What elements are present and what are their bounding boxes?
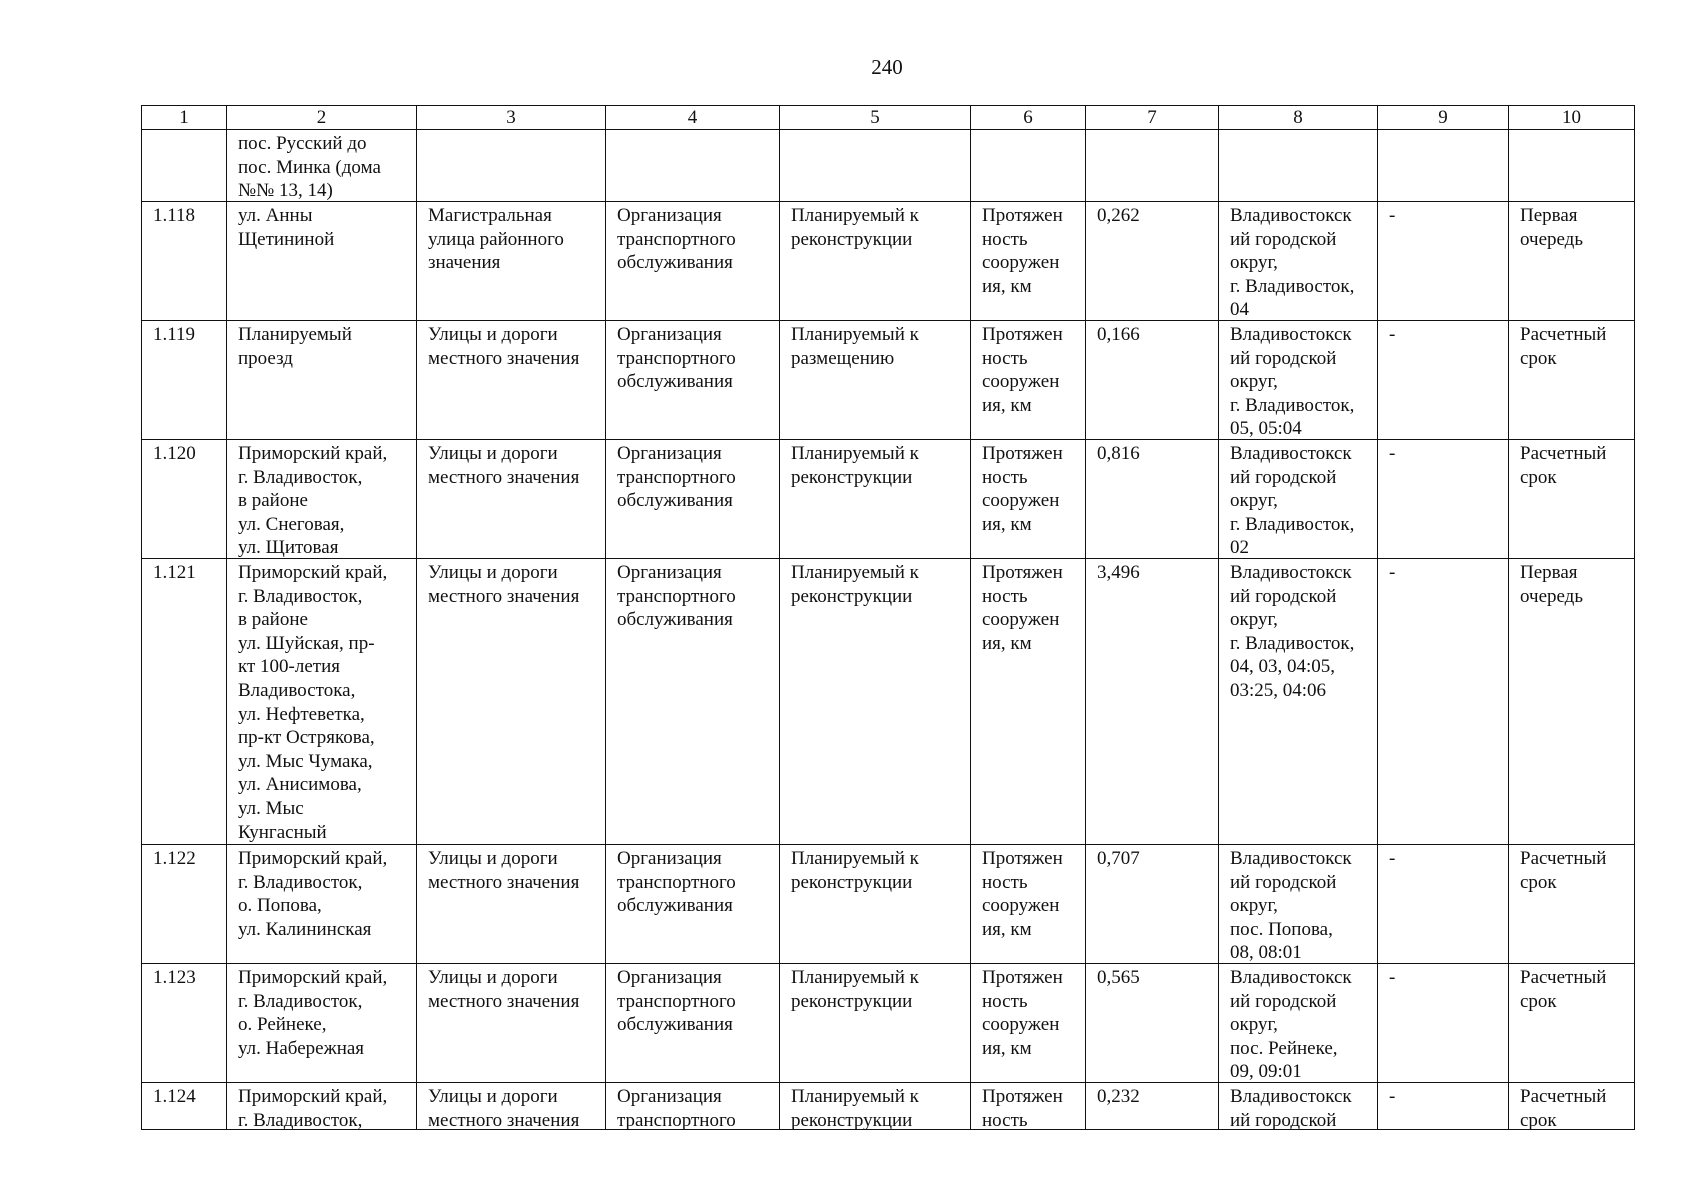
cell-text: Владивостокск ий городской округ, г. Владивосток, 04 <box>1230 205 1355 320</box>
table-cell-col-7 <box>1086 964 1219 1083</box>
table-cell-col-9 <box>1378 964 1509 1083</box>
table-cell-col-1 <box>142 440 227 559</box>
table-cell-col-5 <box>780 1083 971 1130</box>
table-cell-col-5 <box>780 964 971 1083</box>
table-cell-col-4 <box>606 964 780 1083</box>
cell-text: 3,496 <box>1097 562 1140 583</box>
table-row <box>142 440 1635 559</box>
cell-text: Протяжен ность сооружен ия, км <box>982 324 1063 416</box>
cell-text: 1.124 <box>153 1086 196 1107</box>
cell-text: 0,816 <box>1097 443 1140 464</box>
table-row <box>142 559 1635 845</box>
cell-text: Улицы и дороги местного значения <box>428 848 580 893</box>
cell-text: Расчетный срок <box>1520 848 1607 893</box>
table-cell-col-1 <box>142 964 227 1083</box>
cell-text: Улицы и дороги местного значения <box>428 1086 580 1129</box>
cell-text: 1.119 <box>153 324 196 345</box>
header-label: 10 <box>1562 107 1581 128</box>
cell-text: - <box>1389 967 1396 988</box>
cell-text: ул. Анны Щетининой <box>238 205 335 250</box>
table-cell-col-2 <box>227 559 417 845</box>
table-cell-col-6 <box>971 321 1086 440</box>
table-cell-col-6 <box>971 1083 1086 1130</box>
cell-text: Организация транспортного обслуживания <box>617 562 736 631</box>
header-label: 8 <box>1293 107 1303 128</box>
header-cell-col-3 <box>417 106 606 130</box>
cell-text: Организация транспортного обслуживания <box>617 443 736 512</box>
cell-text: Приморский край, г. Владивосток, о. Рейнеке, ул. Набережная <box>238 967 388 1059</box>
table-cell-col-4 <box>606 440 780 559</box>
table-cell-col-1 <box>142 845 227 964</box>
cell-text <box>606 130 779 201</box>
cell-text: Расчетный срок <box>1520 443 1607 488</box>
header-label: 6 <box>1023 107 1033 128</box>
table-row <box>142 202 1635 321</box>
cell-text: - <box>1389 443 1396 464</box>
cell-text: пос. Русский до пос. Минка (дома №№ 13, 14) <box>238 133 381 201</box>
table-cell-col-10 <box>1509 1083 1635 1130</box>
cell-text: 1.120 <box>153 443 196 464</box>
cell-text <box>142 130 226 201</box>
table-cell-col-7 <box>1086 130 1219 202</box>
table-cell-col-9 <box>1378 559 1509 845</box>
table-row <box>142 130 1635 202</box>
table-cell-col-5 <box>780 559 971 845</box>
cell-text: - <box>1389 324 1396 345</box>
cell-text: 0,262 <box>1097 205 1140 226</box>
table-cell-col-2 <box>227 202 417 321</box>
cell-text: Первая очередь <box>1520 562 1584 607</box>
table-cell-col-5 <box>780 440 971 559</box>
cell-text: 0,707 <box>1097 848 1140 869</box>
cell-text: Приморский край, г. Владивосток, в районе ул. Снеговая, ул. Щитовая <box>238 443 388 558</box>
cell-text: Протяжен ность сооружен ия, км <box>982 967 1063 1059</box>
table-cell-col-2 <box>227 321 417 440</box>
header-cell-col-4 <box>606 106 780 130</box>
header-label: 3 <box>506 107 516 128</box>
page-number: 240 <box>871 55 903 79</box>
cell-text: - <box>1389 562 1396 583</box>
cell-text: 1.118 <box>153 205 196 226</box>
table-row <box>142 964 1635 1083</box>
table-cell-col-8 <box>1219 559 1378 845</box>
cell-text: Владивостокск ий городской округ, г. Владивосток, 05, 05:04 <box>1230 324 1355 439</box>
header-cell-col-2 <box>227 106 417 130</box>
cell-text: 1.121 <box>153 562 196 583</box>
table-cell-col-2 <box>227 845 417 964</box>
table-cell-col-4 <box>606 321 780 440</box>
table-cell-col-7 <box>1086 440 1219 559</box>
data-table <box>141 105 1635 1130</box>
table-cell-col-6 <box>971 130 1086 202</box>
header-label: 1 <box>179 107 189 128</box>
table-cell-col-1 <box>142 321 227 440</box>
table-cell-col-8 <box>1219 964 1378 1083</box>
table-cell-col-3 <box>417 130 606 202</box>
table-cell-col-8 <box>1219 845 1378 964</box>
cell-text: Улицы и дороги местного значения <box>428 967 580 1012</box>
table-cell-col-9 <box>1378 845 1509 964</box>
table-cell-col-7 <box>1086 202 1219 321</box>
table-cell-col-3 <box>417 845 606 964</box>
cell-text: Планируемый к реконструкции <box>791 967 919 1012</box>
table-cell-col-10 <box>1509 559 1635 845</box>
header-cell-col-9 <box>1378 106 1509 130</box>
table-cell-col-7 <box>1086 559 1219 845</box>
cell-text: Организация транспортного обслуживания <box>617 324 736 393</box>
header-row <box>142 106 1635 130</box>
cell-text: Протяжен ность <box>982 1086 1063 1129</box>
table-cell-col-10 <box>1509 321 1635 440</box>
table-cell-col-5 <box>780 845 971 964</box>
cell-text: Протяжен ность сооружен ия, км <box>982 562 1063 654</box>
cell-text <box>780 130 970 201</box>
cell-text: Улицы и дороги местного значения <box>428 324 580 369</box>
cell-text: Владивостокск ий городской округ, пос. Рейнеке, 09, 09:01 <box>1230 967 1352 1082</box>
cell-text: Протяжен ность сооружен ия, км <box>982 443 1063 535</box>
table-cell-col-8 <box>1219 440 1378 559</box>
table-cell-col-2 <box>227 440 417 559</box>
cell-text: Протяжен ность сооружен ия, км <box>982 205 1063 297</box>
table-cell-col-4 <box>606 130 780 202</box>
table-cell-col-9 <box>1378 202 1509 321</box>
cell-text: Владивостокск ий городской округ, г. Владивосток, 02 <box>1230 443 1355 558</box>
cell-text: Первая очередь <box>1520 205 1584 250</box>
table-cell-col-10 <box>1509 440 1635 559</box>
table-row <box>142 321 1635 440</box>
cell-text: Приморский край, г. Владивосток, о. Попова, ул. Калининская <box>238 848 388 940</box>
table-cell-col-7 <box>1086 1083 1219 1130</box>
table-cell-col-4 <box>606 202 780 321</box>
header-cell-col-7 <box>1086 106 1219 130</box>
table-cell-col-3 <box>417 964 606 1083</box>
header-label: 2 <box>316 107 327 128</box>
table-cell-col-8 <box>1219 1083 1378 1130</box>
table-cell-col-1 <box>142 1083 227 1130</box>
table-cell-col-5 <box>780 321 971 440</box>
cell-text <box>1219 130 1377 201</box>
cell-text: Организация транспортного <box>617 1086 736 1129</box>
header-cell-col-8 <box>1219 106 1378 130</box>
cell-text: Владивостокск ий городской округ, пос. Попова, 08, 08:01 <box>1230 848 1352 963</box>
table-cell-col-7 <box>1086 845 1219 964</box>
table-cell-col-6 <box>971 440 1086 559</box>
table-cell-col-2 <box>227 964 417 1083</box>
table-cell-col-3 <box>417 559 606 845</box>
cell-text: 0,565 <box>1097 967 1140 988</box>
cell-text: Протяжен ность сооружен ия, км <box>982 848 1063 940</box>
table-cell-col-6 <box>971 202 1086 321</box>
table-cell-col-8 <box>1219 321 1378 440</box>
cell-text: Приморский край, г. Владивосток, <box>238 1086 388 1129</box>
cell-text: Планируемый к реконструкции <box>791 562 919 607</box>
cell-text: Улицы и дороги местного значения <box>428 443 580 488</box>
table-cell-col-5 <box>780 202 971 321</box>
table-cell-col-1 <box>142 202 227 321</box>
table-cell-col-3 <box>417 321 606 440</box>
header-label: 4 <box>687 107 698 128</box>
cell-text: Улицы и дороги местного значения <box>428 562 580 607</box>
table-cell-col-1 <box>142 559 227 845</box>
cell-text: 0,166 <box>1097 324 1140 345</box>
header-label: 7 <box>1147 107 1157 128</box>
cell-text: - <box>1389 848 1396 869</box>
cell-text: Расчетный срок <box>1520 324 1607 369</box>
cell-text: Расчетный срок <box>1520 1086 1607 1129</box>
table-cell-col-6 <box>971 559 1086 845</box>
table-cell-col-6 <box>971 845 1086 964</box>
table-cell-col-6 <box>971 964 1086 1083</box>
table-cell-col-9 <box>1378 440 1509 559</box>
table-cell-col-9 <box>1378 130 1509 202</box>
cell-text: Владивостокск ий городской округ, г. Владивосток, 04, 03, 04:05, 03:25, 04:06 <box>1230 562 1355 701</box>
cell-text: Владивостокск ий городской <box>1230 1086 1352 1129</box>
table-cell-col-10 <box>1509 845 1635 964</box>
cell-text: Планируемый к размещению <box>791 324 919 369</box>
table-cell-col-4 <box>606 845 780 964</box>
cell-text: - <box>1389 1086 1396 1107</box>
cell-text <box>1086 130 1218 201</box>
table-cell-col-10 <box>1509 130 1635 202</box>
cell-text: Планируемый проезд <box>238 324 352 369</box>
cell-text: Организация транспортного обслуживания <box>617 848 736 917</box>
cell-text: Планируемый к реконструкции <box>791 848 919 893</box>
table-cell-col-3 <box>417 440 606 559</box>
header-label: 9 <box>1438 107 1448 128</box>
header-cell-col-1 <box>142 106 227 130</box>
cell-text: - <box>1389 205 1396 226</box>
table-cell-col-8 <box>1219 202 1378 321</box>
table-cell-col-5 <box>780 130 971 202</box>
table-cell-col-9 <box>1378 321 1509 440</box>
table-cell-col-10 <box>1509 964 1635 1083</box>
table-cell-col-3 <box>417 202 606 321</box>
table-cell-col-1 <box>142 130 227 202</box>
header-cell-col-6 <box>971 106 1086 130</box>
table-cell-col-2 <box>227 1083 417 1130</box>
table-row <box>142 845 1635 964</box>
header-label: 5 <box>870 107 880 128</box>
cell-text: Магистральная улица районного значения <box>428 205 564 274</box>
cell-text: Приморский край, г. Владивосток, в районе ул. Шуйская, пр- кт 100-летия Владивостока, ул. Нефтеветка, пр-кт Острякова, ул. Мыс Чумака, ул. Анисимова, ул. Мыс Кунгасный <box>238 562 388 843</box>
cell-text: Планируемый к реконструкции <box>791 1086 919 1129</box>
cell-text: Планируемый к реконструкции <box>791 443 919 488</box>
table-cell-col-10 <box>1509 202 1635 321</box>
cell-text: Расчетный срок <box>1520 967 1607 1012</box>
cell-text: Организация транспортного обслуживания <box>617 967 736 1036</box>
cell-text <box>971 130 1085 201</box>
cell-text <box>1378 130 1508 201</box>
table-cell-col-4 <box>606 1083 780 1130</box>
header-cell-col-10 <box>1509 106 1635 130</box>
table-cell-col-7 <box>1086 321 1219 440</box>
table-cell-col-4 <box>606 559 780 845</box>
cell-text: 1.123 <box>153 967 196 988</box>
table-cell-col-8 <box>1219 130 1378 202</box>
table-row <box>142 1083 1635 1130</box>
table-cell-col-9 <box>1378 1083 1509 1130</box>
cell-text: 1.122 <box>153 848 196 869</box>
cell-text: Планируемый к реконструкции <box>791 205 919 250</box>
header-cell-col-5 <box>780 106 971 130</box>
cell-text: 0,232 <box>1097 1086 1140 1107</box>
cell-text <box>417 130 605 201</box>
cell-text <box>1509 130 1634 201</box>
table-cell-col-3 <box>417 1083 606 1130</box>
table-cell-col-2 <box>227 130 417 202</box>
cell-text: Организация транспортного обслуживания <box>617 205 736 274</box>
